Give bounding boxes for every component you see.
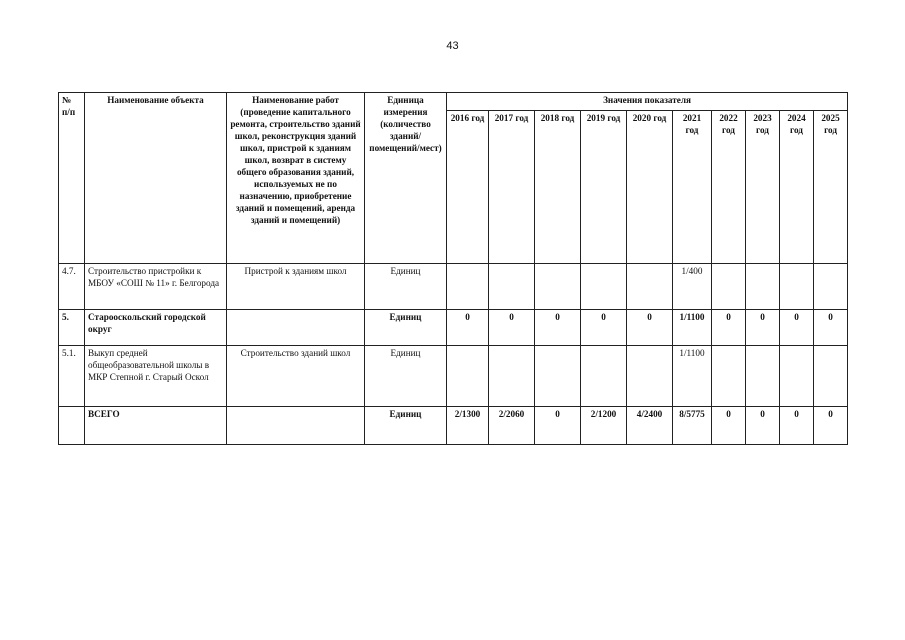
row-works	[227, 310, 365, 346]
row-value: 8/5775	[673, 407, 712, 445]
row-value	[489, 346, 535, 407]
header-num: № п/п	[59, 93, 85, 264]
row-value	[489, 264, 535, 310]
table-row	[59, 407, 848, 445]
header-year: 2023 год	[746, 111, 780, 264]
indicator-table	[58, 92, 848, 445]
row-value	[581, 346, 627, 407]
row-num	[59, 407, 85, 445]
row-object: ВСЕГО	[85, 407, 227, 445]
row-value	[447, 346, 489, 407]
table-row	[59, 264, 848, 310]
row-value: 0	[746, 310, 780, 346]
row-value	[814, 264, 848, 310]
row-value	[780, 264, 814, 310]
row-unit: Единиц	[365, 310, 447, 346]
row-value: 0	[746, 407, 780, 445]
row-value	[746, 346, 780, 407]
row-value	[627, 264, 673, 310]
header-object: Наименование объекта	[85, 93, 227, 264]
header-year: 2022 год	[712, 111, 746, 264]
row-value	[814, 346, 848, 407]
row-value: 0	[712, 407, 746, 445]
row-unit: Единиц	[365, 264, 447, 310]
row-value	[712, 346, 746, 407]
row-value	[535, 346, 581, 407]
header-year: 2024 год	[780, 111, 814, 264]
row-value: 0	[814, 407, 848, 445]
row-value	[581, 264, 627, 310]
row-value: 0	[780, 407, 814, 445]
header-values-group: Значения показателя	[447, 93, 848, 111]
header-year: 2018 год	[535, 111, 581, 264]
row-object: Выкуп средней общеобразовательной школы в МКР Степной г. Старый Оскол	[85, 346, 227, 407]
row-value: 2/2060	[489, 407, 535, 445]
row-num: 4.7.	[59, 264, 85, 310]
row-value: 1/1100	[673, 346, 712, 407]
header-works: Наименование работ (проведение капитального ремонта, строительство зданий школ, реконструкция зданий школ, пристрой к зданиям школ, возврат в систему общего образования зданий, используемых не по назначению, приобретение зданий и помещений, аренда зданий и помещений)	[227, 93, 365, 264]
table-row	[59, 346, 848, 407]
row-value: 1/400	[673, 264, 712, 310]
row-value	[447, 264, 489, 310]
row-value: 0	[581, 310, 627, 346]
row-value	[746, 264, 780, 310]
row-value: 0	[447, 310, 489, 346]
row-value: 2/1300	[447, 407, 489, 445]
header-year: 2019 год	[581, 111, 627, 264]
header-year: 2017 год	[489, 111, 535, 264]
row-value	[627, 346, 673, 407]
row-value: 0	[814, 310, 848, 346]
row-object: Старооскольский городской округ	[85, 310, 227, 346]
header-year: 2025 год	[814, 111, 848, 264]
row-value: 0	[627, 310, 673, 346]
row-value	[780, 346, 814, 407]
row-value: 0	[780, 310, 814, 346]
header-year: 2021 год	[673, 111, 712, 264]
row-works: Пристрой к зданиям школ	[227, 264, 365, 310]
row-value: 1/1100	[673, 310, 712, 346]
row-unit: Единиц	[365, 346, 447, 407]
header-year: 2020 год	[627, 111, 673, 264]
row-value	[712, 264, 746, 310]
row-num: 5.	[59, 310, 85, 346]
row-works	[227, 407, 365, 445]
row-object: Строительство пристройки к МБОУ «СОШ № 11» г. Белгорода	[85, 264, 227, 310]
row-num: 5.1.	[59, 346, 85, 407]
row-value	[535, 264, 581, 310]
row-value: 0	[489, 310, 535, 346]
header-unit: Единица измерения (количество зданий/помещений/мест)	[365, 93, 447, 264]
row-value: 2/1200	[581, 407, 627, 445]
row-works: Строительство зданий школ	[227, 346, 365, 407]
row-value: 0	[712, 310, 746, 346]
row-value: 0	[535, 310, 581, 346]
row-value: 0	[535, 407, 581, 445]
row-unit: Единиц	[365, 407, 447, 445]
row-value: 4/2400	[627, 407, 673, 445]
table-row	[59, 310, 848, 346]
header-year: 2016 год	[447, 111, 489, 264]
page-number: 43	[446, 40, 459, 52]
